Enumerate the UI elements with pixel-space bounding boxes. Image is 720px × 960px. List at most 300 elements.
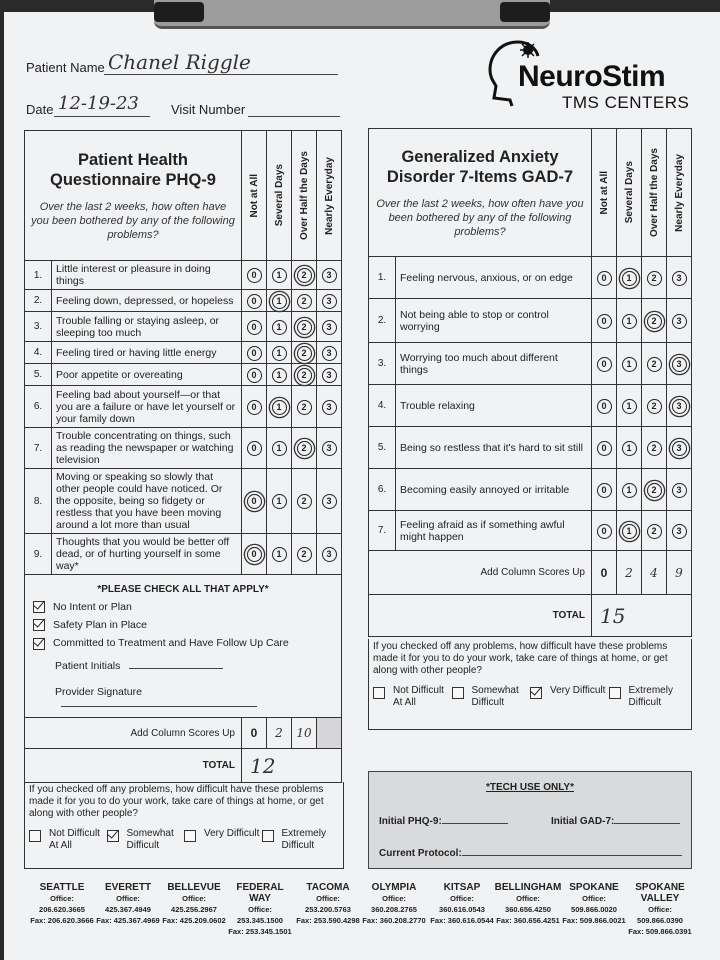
gad7-option-1-circle: 1 — [622, 399, 637, 414]
difficulty-checkbox[interactable] — [530, 687, 542, 699]
difficulty-option-label: Extremely Difficult — [281, 828, 326, 851]
phq9-row — [25, 469, 342, 534]
date-value[interactable]: 12-19-23 — [58, 93, 139, 114]
phq9-item-number: 3. — [25, 312, 52, 342]
phq9-row3-option3[interactable] — [317, 312, 342, 342]
gad7-option-2-circle: 2 — [647, 271, 662, 286]
location-fax: Fax: 253.345.1501 — [228, 927, 292, 936]
phq9-row4-option2[interactable] — [292, 342, 317, 364]
gad7-item-number: 1. — [369, 257, 396, 299]
gad7-row5-option0[interactable] — [592, 427, 617, 469]
gad7-item-text: Becoming easily annoyed or irritable — [396, 469, 592, 511]
phq9-option-1-circle: 1 — [272, 320, 287, 335]
location-5 — [360, 882, 428, 926]
phq9-row — [25, 290, 342, 312]
check-item-label: Committed to Treatment and Have Follow Up Care — [53, 637, 289, 650]
check-item-label: No Intent or Plan — [53, 601, 132, 613]
gad7-row1-option2[interactable] — [642, 257, 667, 299]
phq9-row9-option1[interactable] — [267, 534, 292, 575]
gad7-row6-option2[interactable] — [642, 469, 667, 511]
gad7-row3-option2[interactable] — [642, 343, 667, 385]
difficulty-option[interactable] — [262, 828, 340, 852]
phq9-option-0-circle: 0 — [247, 294, 262, 309]
col-over-half: Over Half the Days — [298, 151, 310, 240]
gad7-row4-option3[interactable] — [667, 385, 692, 427]
phq9-item-text: Feeling down, depressed, or hopeless — [52, 290, 242, 312]
phq9-score-col0: 0 — [242, 718, 267, 749]
gad7-option-2-circle: 2 — [647, 357, 662, 372]
initial-phq-field[interactable] — [442, 823, 508, 824]
gad7-item-number: 7. — [369, 511, 396, 551]
location-city: BELLINGHAM — [494, 882, 562, 893]
gad7-row6-option0[interactable] — [592, 469, 617, 511]
location-2 — [160, 882, 228, 926]
phq9-row1-option0[interactable] — [242, 261, 267, 290]
location-city: TACOMA — [306, 882, 350, 893]
difficulty-option[interactable] — [530, 685, 609, 709]
phq9-row2-option1[interactable] — [267, 290, 292, 312]
location-office: Office: 253.200.5763 — [305, 894, 351, 914]
phq9-score-col2[interactable]: 10 — [292, 718, 317, 749]
difficulty-option-label: Very Difficult — [550, 685, 606, 696]
gad7-item-text: Being so restless that it's hard to sit still — [396, 427, 592, 469]
tech-use-box — [368, 771, 692, 869]
gad7-option-3-circle: 3 — [672, 399, 687, 414]
gad7-table — [368, 128, 692, 637]
phq9-row2-option0[interactable] — [242, 290, 267, 312]
location-fax: Fax: 509.866.0391 — [628, 927, 692, 936]
gad7-row — [369, 511, 692, 551]
location-office: Office: 509.866.0020 — [571, 894, 617, 914]
phq9-row2-option2[interactable] — [292, 290, 317, 312]
phq9-row5-option0[interactable] — [242, 364, 267, 386]
location-office: Office: 360.616.0543 — [439, 894, 485, 914]
phq9-item-text: Feeling bad about yourself—or that you are a failure or have let yourself or your family down — [52, 386, 242, 428]
phq9-row5-option1[interactable] — [267, 364, 292, 386]
gad7-row1-option3[interactable] — [667, 257, 692, 299]
phq9-total-label: TOTAL — [25, 749, 242, 783]
difficulty-option[interactable] — [184, 828, 262, 852]
phq9-item-number: 1. — [25, 261, 52, 290]
gad7-score-col3[interactable]: 9 — [667, 551, 692, 595]
phq9-option-1-circle: 1 — [272, 346, 287, 361]
gad7-row5-option3[interactable] — [667, 427, 692, 469]
gad7-row3-option3[interactable] — [667, 343, 692, 385]
gad7-add-scores-label: Add Column Scores Up — [369, 551, 592, 595]
phq9-option-1-circle: 1 — [272, 294, 287, 309]
phq9-item-text: Moving or speaking so slowly that other people could have noticed. Or the opposite, being so fidgety or restless that you have been moving around a lot more than usual — [52, 469, 242, 534]
gad7-row2-option0[interactable] — [592, 299, 617, 343]
col-not-at-all: Not at All — [248, 173, 260, 218]
location-city: KITSAP — [443, 882, 481, 893]
phq9-row3-option0[interactable] — [242, 312, 267, 342]
gad7-option-0-circle: 0 — [597, 399, 612, 414]
gad7-row7-option2[interactable] — [642, 511, 667, 551]
phq9-row8-option1[interactable] — [267, 469, 292, 534]
phq9-option-2-circle: 2 — [297, 547, 312, 562]
initial-gad-field[interactable] — [614, 823, 680, 824]
location-fax: Fax: 509.866.0021 — [562, 916, 626, 925]
difficulty-option-label: Somewhat Difficult — [471, 685, 519, 708]
gad-col-nearly-everyday: Nearly Everyday — [673, 153, 685, 232]
phq9-row9-option3[interactable] — [317, 534, 342, 575]
phq9-row8-option0[interactable] — [242, 469, 267, 534]
phq9-check-section — [24, 573, 342, 717]
phq9-total-value[interactable]: 12 — [242, 749, 342, 783]
gad7-item-text: Feeling nervous, anxious, or on edge — [396, 257, 592, 299]
difficulty-option-label: Not Difficult At All — [393, 685, 444, 708]
gad7-score-col2[interactable]: 4 — [642, 551, 667, 595]
phq9-option-2-circle: 2 — [297, 400, 312, 415]
phq9-item-number: 2. — [25, 290, 52, 312]
checkbox[interactable] — [33, 601, 45, 613]
difficulty-option[interactable] — [373, 685, 452, 709]
phq9-item-text: Trouble concentrating on things, such as reading the newspaper or watching television — [52, 428, 242, 469]
phq9-option-2-circle: 2 — [297, 441, 312, 456]
phq9-item-text: Thoughts that you would be better off dead, or of hurting yourself in some way* — [52, 534, 242, 575]
gad7-row5-option1[interactable] — [617, 427, 642, 469]
phq9-option-2-circle: 2 — [297, 346, 312, 361]
phq9-row7-option0[interactable] — [242, 428, 267, 469]
location-7 — [494, 882, 562, 926]
gad7-item-text: Not being able to stop or control worrying — [396, 299, 592, 343]
gad7-row6-option3[interactable] — [667, 469, 692, 511]
gad7-option-0-circle: 0 — [597, 524, 612, 539]
phq9-row9-option2[interactable] — [292, 534, 317, 575]
location-fax: Fax: 425.367.4969 — [96, 916, 160, 925]
phq9-row6-option0[interactable] — [242, 386, 267, 428]
location-fax: Fax: 360.208.2770 — [362, 916, 426, 925]
logo-brand: NeuroStim — [518, 60, 666, 93]
phq9-option-1-circle: 1 — [272, 547, 287, 562]
gad-col-not-at-all: Not at All — [598, 170, 610, 215]
clip-ring-right — [500, 2, 550, 22]
location-6 — [428, 882, 496, 926]
location-fax: Fax: 425.209.0602 — [162, 916, 226, 925]
current-protocol-field[interactable] — [462, 855, 682, 856]
gad7-row — [369, 469, 692, 511]
phq9-row8-option3[interactable] — [317, 469, 342, 534]
phq9-option-0-circle: 0 — [247, 547, 262, 562]
phq9-option-2-circle: 2 — [297, 294, 312, 309]
gad7-title: Generalized Anxiety Disorder 7-Items GAD-7 — [386, 147, 574, 186]
phq9-option-0-circle: 0 — [247, 400, 262, 415]
patient-name-value[interactable]: Chanel Riggle — [108, 50, 251, 74]
location-fax: Fax: 360.616.0544 — [430, 916, 494, 925]
gad7-option-2-circle: 2 — [647, 314, 662, 329]
gad7-row7-option0[interactable] — [592, 511, 617, 551]
phq9-item-number: 7. — [25, 428, 52, 469]
phq9-option-3-circle: 3 — [322, 346, 337, 361]
difficulty-checkbox[interactable] — [609, 687, 621, 699]
gad7-difficulty-section — [368, 639, 692, 730]
gad7-row4-option2[interactable] — [642, 385, 667, 427]
difficulty-checkbox[interactable] — [107, 830, 119, 842]
difficulty-option[interactable] — [29, 828, 107, 852]
location-city: SPOKANE VALLEY — [635, 882, 685, 904]
gad7-option-0-circle: 0 — [597, 314, 612, 329]
phq9-option-2-circle: 2 — [297, 494, 312, 509]
gad7-option-0-circle: 0 — [597, 357, 612, 372]
difficulty-checkbox[interactable] — [373, 687, 385, 699]
patient-name-label: Patient Name — [26, 60, 105, 75]
difficulty-option[interactable] — [609, 685, 688, 709]
gad7-row4-option1[interactable] — [617, 385, 642, 427]
phq9-row2-option3[interactable] — [317, 290, 342, 312]
phq9-item-text: Trouble falling or staying asleep, or sleeping too much — [52, 312, 242, 342]
phq9-option-1-circle: 1 — [272, 368, 287, 383]
check-item — [33, 637, 341, 649]
gad7-option-0-circle: 0 — [597, 483, 612, 498]
location-city: FEDERAL WAY — [236, 882, 284, 904]
phq9-score-table — [24, 717, 342, 783]
phq9-option-3-circle: 3 — [322, 320, 337, 335]
location-city: SEATTLE — [39, 882, 85, 893]
phq9-row — [25, 261, 342, 290]
phq9-row4-option0[interactable] — [242, 342, 267, 364]
phq9-item-text: Feeling tired or having little energy — [52, 342, 242, 364]
phq9-option-3-circle: 3 — [322, 294, 337, 309]
phq9-title: Patient Health Questionnaire PHQ-9 — [50, 150, 216, 189]
phq9-option-1-circle: 1 — [272, 441, 287, 456]
phq9-subtitle: Over the last 2 weeks, how often have you been bothered by any of the following problems? — [31, 200, 235, 241]
gad7-option-1-circle: 1 — [622, 314, 637, 329]
phq9-row4-option3[interactable] — [317, 342, 342, 364]
location-1 — [94, 882, 162, 926]
location-city: OLYMPIA — [371, 882, 417, 893]
gad7-row1-option0[interactable] — [592, 257, 617, 299]
gad7-subtitle: Over the last 2 weeks, how often have you been bothered by any of the following problems? — [376, 197, 584, 238]
gad7-option-3-circle: 3 — [672, 441, 687, 456]
location-office: Office: 425.367.4949 — [105, 894, 151, 914]
phq9-option-3-circle: 3 — [322, 268, 337, 283]
phq9-row9-option0[interactable] — [242, 534, 267, 575]
phq9-item-text: Little interest or pleasure in doing things — [52, 261, 242, 290]
phq9-item-text: Poor appetite or overeating — [52, 364, 242, 386]
gad7-header — [369, 129, 592, 257]
phq9-row7-option3[interactable] — [317, 428, 342, 469]
checkbox[interactable] — [33, 638, 45, 650]
gad7-score-col1[interactable]: 2 — [617, 551, 642, 595]
clip-ring-left — [154, 2, 204, 22]
gad7-row6-option1[interactable] — [617, 469, 642, 511]
phq9-row1-option2[interactable] — [292, 261, 317, 290]
phq9-row — [25, 428, 342, 469]
phq9-option-3-circle: 3 — [322, 368, 337, 383]
check-item — [33, 601, 341, 613]
gad7-item-number: 2. — [369, 299, 396, 343]
phq9-table — [24, 130, 342, 575]
gad7-row7-option3[interactable] — [667, 511, 692, 551]
phq9-item-number: 9. — [25, 534, 52, 575]
gad7-row — [369, 343, 692, 385]
gad7-option-1-circle: 1 — [622, 524, 637, 539]
phq9-option-2-circle: 2 — [297, 268, 312, 283]
visit-number-label: Visit Number — [171, 102, 246, 117]
phq9-option-3-circle: 3 — [322, 441, 337, 456]
gad7-row4-option0[interactable] — [592, 385, 617, 427]
gad7-option-2-circle: 2 — [647, 441, 662, 456]
phq9-option-3-circle: 3 — [322, 547, 337, 562]
phq9-score-col1[interactable]: 2 — [267, 718, 292, 749]
gad7-row3-option0[interactable] — [592, 343, 617, 385]
gad7-option-3-circle: 3 — [672, 524, 687, 539]
gad7-item-text: Trouble relaxing — [396, 385, 592, 427]
check-item-label: Safety Plan in Place — [53, 619, 147, 632]
difficulty-checkbox[interactable] — [262, 830, 274, 842]
gad7-score-col0: 0 — [592, 551, 617, 595]
gad7-row7-option1[interactable] — [617, 511, 642, 551]
gad7-item-number: 5. — [369, 427, 396, 469]
gad7-row2-option2[interactable] — [642, 299, 667, 343]
location-office: Office: 360.208.2765 — [371, 894, 417, 914]
phq9-row — [25, 386, 342, 428]
phq9-option-0-circle: 0 — [247, 441, 262, 456]
location-fax: Fax: 206.620.3666 — [30, 916, 94, 925]
phq9-item-number: 5. — [25, 364, 52, 386]
tech-heading: *TECH USE ONLY* — [486, 782, 574, 793]
current-protocol-label: Current Protocol: — [379, 848, 462, 859]
location-8 — [560, 882, 628, 926]
phq9-row1-option1[interactable] — [267, 261, 292, 290]
location-city: EVERETT — [104, 882, 152, 893]
gad7-option-1-circle: 1 — [622, 483, 637, 498]
gad7-option-1-circle: 1 — [622, 441, 637, 456]
gad7-item-text: Worrying too much about different things — [396, 343, 592, 385]
patient-initials-field[interactable] — [129, 668, 223, 669]
phq9-row7-option1[interactable] — [267, 428, 292, 469]
phq9-score-col3[interactable] — [317, 718, 342, 749]
location-office: Office: 206.620.3665 — [39, 894, 85, 914]
patient-initials-label: Patient Initials — [55, 659, 121, 672]
gad7-option-2-circle: 2 — [647, 524, 662, 539]
difficulty-checkbox[interactable] — [184, 830, 196, 842]
gad7-row — [369, 385, 692, 427]
phq9-row5-option3[interactable] — [317, 364, 342, 386]
phq9-option-0-circle: 0 — [247, 346, 262, 361]
phq9-difficulty-section — [24, 782, 344, 869]
difficulty-option-label: Extremely Difficult — [628, 685, 673, 708]
check-heading: *PLEASE CHECK ALL THAT APPLY* — [97, 584, 269, 595]
gad7-option-2-circle: 2 — [647, 399, 662, 414]
gad-col-several-days: Several Days — [623, 161, 635, 224]
phq9-option-0-circle: 0 — [247, 268, 262, 283]
gad7-item-number: 4. — [369, 385, 396, 427]
location-office: Office: 253.345.1500 — [237, 905, 283, 925]
phq9-row6-option2[interactable] — [292, 386, 317, 428]
phq9-option-2-circle: 2 — [297, 320, 312, 335]
phq9-row1-option3[interactable] — [317, 261, 342, 290]
phq9-row — [25, 342, 342, 364]
phq9-row — [25, 364, 342, 386]
initial-gad-label: Initial GAD-7: — [551, 816, 615, 827]
location-4 — [294, 882, 362, 926]
gad7-row1-option1[interactable] — [617, 257, 642, 299]
phq9-option-3-circle: 3 — [322, 494, 337, 509]
phq9-row — [25, 312, 342, 342]
phq9-row6-option3[interactable] — [317, 386, 342, 428]
phq9-option-0-circle: 0 — [247, 320, 262, 335]
location-city: SPOKANE — [569, 882, 619, 893]
gad7-row — [369, 257, 692, 299]
gad7-option-3-circle: 3 — [672, 314, 687, 329]
location-fax: Fax: 360.656.4251 — [496, 916, 560, 925]
location-9 — [626, 882, 694, 937]
gad7-item-number: 6. — [369, 469, 396, 511]
difficulty-checkbox[interactable] — [29, 830, 41, 842]
location-0 — [28, 882, 96, 926]
phq9-row8-option2[interactable] — [292, 469, 317, 534]
difficulty-option-label: Not Difficult At All — [49, 828, 100, 851]
phq9-row4-option1[interactable] — [267, 342, 292, 364]
phq9-option-1-circle: 1 — [272, 400, 287, 415]
gad7-option-0-circle: 0 — [597, 271, 612, 286]
gad7-option-3-circle: 3 — [672, 271, 687, 286]
col-several-days: Several Days — [273, 164, 285, 227]
phq9-option-1-circle: 1 — [272, 268, 287, 283]
difficulty-option-label: Somewhat Difficult — [126, 828, 174, 851]
gad7-option-3-circle: 3 — [672, 357, 687, 372]
location-office: Office: 360.656.4250 — [505, 894, 551, 914]
phq9-difficulty-question: If you checked off any problems, how difficult have these problems made it for you to do your work, take care of things at home, or get along with other people? — [29, 784, 324, 819]
phq9-row3-option1[interactable] — [267, 312, 292, 342]
provider-signature-field[interactable] — [61, 706, 257, 707]
phq9-option-0-circle: 0 — [247, 368, 262, 383]
date-label: Date — [26, 102, 54, 117]
gad7-row2-option3[interactable] — [667, 299, 692, 343]
location-3 — [226, 882, 294, 937]
gad7-difficulty-question: If you checked off any problems, how difficult have these problems made it for you to do your work, take care of things at home, or get along with other people? — [373, 641, 668, 676]
gad7-item-number: 3. — [369, 343, 396, 385]
difficulty-option[interactable] — [452, 685, 531, 709]
gad7-row2-option1[interactable] — [617, 299, 642, 343]
phq9-item-number: 4. — [25, 342, 52, 364]
gad7-row — [369, 427, 692, 469]
phq9-option-2-circle: 2 — [297, 368, 312, 383]
logo-subtitle: TMS CENTERS — [562, 93, 690, 112]
gad7-option-3-circle: 3 — [672, 483, 687, 498]
visit-number-field[interactable] — [248, 116, 340, 117]
gad-col-over-half: Over Half the Days — [648, 148, 660, 237]
phq9-option-0-circle: 0 — [247, 494, 262, 509]
check-item — [33, 619, 341, 631]
gad7-option-1-circle: 1 — [622, 357, 637, 372]
gad7-item-text: Feeling afraid as if something awful might happen — [396, 511, 592, 551]
gad7-row — [369, 299, 692, 343]
phq9-row — [25, 534, 342, 575]
gad7-option-0-circle: 0 — [597, 441, 612, 456]
phq9-add-scores-label: Add Column Scores Up — [25, 718, 242, 749]
gad7-total-value[interactable]: 15 — [592, 595, 692, 637]
gad7-option-2-circle: 2 — [647, 483, 662, 498]
location-city: BELLEVUE — [167, 882, 221, 893]
gad7-total-label: TOTAL — [369, 595, 592, 637]
phq9-row6-option1[interactable] — [267, 386, 292, 428]
checkbox[interactable] — [33, 619, 45, 631]
difficulty-option[interactable] — [107, 828, 185, 852]
location-office: Office: 509.866.0390 — [637, 905, 683, 925]
initial-phq-label: Initial PHQ-9: — [379, 816, 442, 827]
difficulty-option-label: Very Difficult — [204, 828, 260, 839]
gad7-row5-option2[interactable] — [642, 427, 667, 469]
difficulty-checkbox[interactable] — [452, 687, 464, 699]
gad7-row3-option1[interactable] — [617, 343, 642, 385]
clipboard-clip — [154, 0, 550, 29]
phq9-row3-option2[interactable] — [292, 312, 317, 342]
gad7-option-1-circle: 1 — [622, 271, 637, 286]
phq9-row7-option2[interactable] — [292, 428, 317, 469]
phq9-row5-option2[interactable] — [292, 364, 317, 386]
